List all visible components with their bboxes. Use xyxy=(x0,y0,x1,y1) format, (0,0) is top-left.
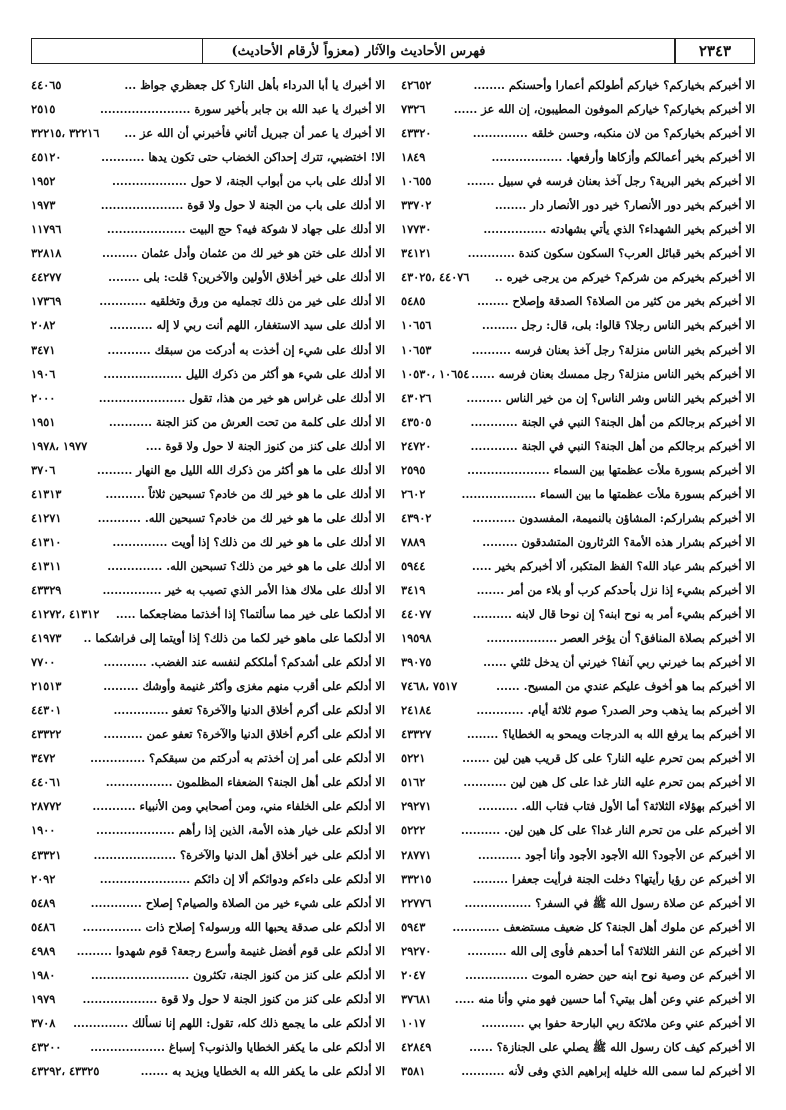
index-entry xyxy=(31,264,385,288)
entry-text: الا أخبركم بخير الناس منزلة؟ رجل آخذ بعنان فرسه .......... xyxy=(471,342,755,357)
entry-text: الا أخبركم عن وصية نوح ابنه حين حضره الموت ................ xyxy=(465,967,755,982)
entry-text: الا أخبركم عن صلاة رسول الله ﷺ في السفر؟ ................. xyxy=(464,895,755,910)
entry-text: الا أخبركم عني وعن ملائكة ربي البارحة حفوا بي ........... xyxy=(481,1015,755,1030)
entry-text: الا أخبركم بهؤلاء الثلاثة؟ أما الأول فتاب فتاب الله. .......... xyxy=(478,799,755,814)
index-entry xyxy=(401,72,755,96)
index-entry xyxy=(401,649,755,673)
index-entry xyxy=(401,481,755,505)
entry-number: ٣٣٢١٥ xyxy=(401,871,432,886)
entry-number: ٣٤٧١ xyxy=(31,342,56,357)
entry-text: الا أدلكم على خير أخلاق أهل الدنيا والآخرة؟ ..................... xyxy=(93,847,385,862)
index-entry xyxy=(31,312,385,336)
page-number: ٢٣٤٣ xyxy=(675,39,754,63)
entry-text: الا أدلكم على الخلفاء مني، ومن أصحابي ومن الأنبياء ........... xyxy=(92,799,385,814)
entry-text: الا أخبركم بخير البرية؟ رجل آخذ بعنان فرسه في سبيل ....... xyxy=(466,174,755,189)
entry-number: ٢٠٨٢ xyxy=(31,318,56,333)
entry-number: ٢٥١٥ xyxy=(31,102,56,117)
index-entry xyxy=(31,337,385,361)
entry-text: الا أخبركم بمن تحرم عليه النار غدا على كل هين لين ........... xyxy=(463,775,755,790)
entry-number: ٤٣٥٠٥ xyxy=(401,414,432,429)
entry-number: ٧٧٠٠ xyxy=(31,655,56,670)
entry-number: ٢٠٠٠ xyxy=(31,390,56,405)
entry-text: الا أخبركم على من تحرم النار غدا؟ على كل هين لين. .......... xyxy=(460,823,755,838)
entry-number: ٢٢٧٧٦ xyxy=(401,895,432,910)
index-entry xyxy=(401,96,755,120)
entry-text: الا أخبركم عن الأجود؟ الله الأجود الأجود وأنا أجود ........... xyxy=(477,847,755,862)
entry-text: الا أدلك على ما هو خير لك من خادم؟ تسبحين ثلاثاً .......... xyxy=(105,486,385,501)
header-empty-cell-right xyxy=(514,39,675,63)
entry-number: ٤١٩٧٣ xyxy=(31,631,62,646)
index-entry xyxy=(401,240,755,264)
entry-number: ٥٢٢١ xyxy=(401,751,426,766)
entry-number: ٢٤٧٢٠ xyxy=(401,438,432,453)
index-entry xyxy=(401,914,755,938)
entry-number: ٤٤٠٧٦ ،٤٣٠٢٥ xyxy=(401,270,470,285)
entry-number: ٥٩٤٤ xyxy=(401,558,426,573)
entry-text: الا أدلك على ما هو خير من ذلك؟ تسبحين الله. .............. xyxy=(107,558,385,573)
entry-text: الا أدلكم على خيار هذه الأمة، الذين إذا رأهم .................... xyxy=(96,823,385,838)
entry-text: الا أخبركم بسورة ملأت عظمتها بين السماء ..................... xyxy=(467,462,755,477)
entry-text: الا أدلكم على كنز من كنوز الجنة لا حول ولا قوة ................... xyxy=(82,991,385,1006)
entry-number: ٣٧٦٨١ xyxy=(401,991,432,1006)
entry-text: الا أخبركم بخير الناس وشر الناس؟ إن من خير الناس ......... xyxy=(466,390,755,405)
index-entry xyxy=(401,433,755,457)
entry-number: ٤٢٦٥٢ xyxy=(401,78,432,92)
entry-number: ٥٤٨٦ xyxy=(31,919,56,934)
index-entry xyxy=(31,986,385,1010)
entry-text: الا أدلك على ما هو أكثر من ذكرك الله الليل مع النهار ......... xyxy=(96,462,385,477)
entry-number: ١٩٥٢ xyxy=(31,174,56,189)
entry-text: الا أخبركم بسورة ملأت عظمتها ما بين السماء ................... xyxy=(461,486,755,501)
entry-text: الا أدلك على سيد الاستغفار، اللهم أنت ربي لا إله ........... xyxy=(109,318,385,333)
entry-text: الا أخبركم بخياركم؟ من لان منكبه، وحسن خلقه .............. xyxy=(472,126,755,141)
index-entry xyxy=(401,409,755,433)
entry-number: ١٠٦٥٣ xyxy=(401,342,432,357)
entry-number: ٧٨٨٩ xyxy=(401,534,426,549)
entry-number: ١٩٨٠ xyxy=(31,967,56,982)
index-entry xyxy=(31,72,385,96)
entry-text: الا أخبركم بخير دور الأنصار؟ خير دور الأنصار دار ........ xyxy=(494,198,755,213)
index-entry xyxy=(31,721,385,745)
entry-number: ١٩٥١ xyxy=(31,414,56,429)
index-entry xyxy=(31,120,385,144)
entry-number: ١٠٦٥٥ xyxy=(401,174,432,189)
right-column xyxy=(393,72,755,1082)
entry-number: ٤٤٠٧٧ xyxy=(401,607,432,622)
index-entry xyxy=(401,745,755,769)
entry-number: ٣٢٢١٦ ،٣٢٢١٥ xyxy=(31,126,100,141)
entry-text: الا أدلكم على ما يكفر الخطايا والذنوب؟ إسباغ ................... xyxy=(90,1039,385,1054)
entry-number: ١٩٧٧ ،١٩٧٨ xyxy=(31,438,88,453)
entry-text: الا أدلك على غراس هو خير من هذا، تقول ...................... xyxy=(98,390,385,405)
entry-number: ٢٤١٨٤ xyxy=(401,703,432,718)
entry-number: ٤٣٣٢٧ xyxy=(401,727,432,742)
entry-text: الا أدلك على ملاك هذا الأمر الذي تصيب به خير ............... xyxy=(102,582,385,597)
index-entry xyxy=(401,361,755,385)
index-entry xyxy=(31,914,385,938)
index-entry xyxy=(31,866,385,890)
entry-number: ٣٣٧٠٢ xyxy=(401,198,432,213)
entry-text: الا أخبرك يا أبا الدرداء بأهل النار؟ كل جعظري جواظ ... xyxy=(124,78,385,92)
entry-text: الا أدلك على باب من أبواب الجنة، لا حول ................... xyxy=(112,174,385,189)
entry-text: الا أخبركم عني وعن أهل بيتي؟ أما حسين فهو مني وأنا منه ..... xyxy=(454,991,755,1006)
index-entry xyxy=(31,288,385,312)
index-entry xyxy=(401,890,755,914)
entry-text: الا أدلكم على قوم أفضل غنيمة وأسرع رجعة؟ قوم شهدوا ......... xyxy=(76,943,385,958)
entry-number: ٢٩٢٧١ xyxy=(401,799,432,814)
entry-number: ٤٣٠٢٦ xyxy=(401,390,432,405)
index-entry xyxy=(401,817,755,841)
index-entry xyxy=(31,361,385,385)
entry-number: ٤٣٣٢١ xyxy=(31,847,62,862)
index-entry xyxy=(31,216,385,240)
entry-number: ١٩٧٣ xyxy=(31,198,56,213)
index-entry xyxy=(401,577,755,601)
index-entry xyxy=(31,240,385,264)
index-entry xyxy=(31,529,385,553)
entry-number: ٣٢٨١٨ xyxy=(31,246,62,261)
index-entry xyxy=(401,1034,755,1058)
index-entry xyxy=(31,842,385,866)
entry-text: الا أدلك على كلمة من تحت العرش من كنز الجنة ........... xyxy=(108,414,385,429)
entry-text: الا أخبركم بخياركم؟ خياركم أطولكم أعمارا وأحسنكم ........ xyxy=(473,78,755,92)
entry-number: ٤١٣١١ xyxy=(31,558,62,573)
entry-text: الا أخبركم بمن تحرم عليه النار؟ على كل قريب هين لين ....... xyxy=(462,751,755,766)
index-entry xyxy=(401,986,755,1010)
entry-number: ٣٤١٩ xyxy=(401,582,426,597)
index-entry xyxy=(401,337,755,361)
entry-number: ٣٤١٢١ xyxy=(401,246,432,261)
entry-text: الا أخبركم بشراركم: المشاؤن بالنميمة، المفسدون ........... xyxy=(472,510,755,525)
index-entry xyxy=(31,168,385,192)
entry-text: الا أدلك على ختن هو خير لك من عثمان وأدل عثمان ......... xyxy=(102,246,385,261)
entry-number: ٥١٦٢ xyxy=(401,775,426,790)
entry-text: الا أخبركم بشرار هذه الأمة؟ الثرثارون المتشدقون ......... xyxy=(482,534,755,549)
entry-number: ٤١٣١٢ ،٤١٢٧٢ xyxy=(31,607,100,622)
index-entry xyxy=(31,625,385,649)
index-entry xyxy=(31,673,385,697)
entry-number: ٤٤٢٧٧ xyxy=(31,270,62,285)
entry-text: الا أدلكم على أكرم أخلاق الدنيا والآخرة؟ تعفو عمن .......... xyxy=(103,727,385,742)
entry-text: الا أخبركم بخير أعمالكم وأزكاها وأرفعها. .................. xyxy=(491,150,755,165)
entry-text: الا أخبركم عن ملوك أهل الجنة؟ كل ضعيف مستضعف ............ xyxy=(452,919,755,934)
entry-number: ٤٥١٢٠ xyxy=(31,150,62,165)
index-entry xyxy=(401,144,755,168)
index-entry xyxy=(401,769,755,793)
entry-number: ٢٨٧٧١ xyxy=(401,847,432,862)
index-entry xyxy=(401,529,755,553)
entry-number: ٣٥٨١ xyxy=(401,1063,426,1078)
index-entry xyxy=(31,890,385,914)
header-empty-cell-left xyxy=(32,39,203,63)
entry-text: الا أخبركم بخياركم؟ خياركم الموفون المطيبون، إن الله عز ...... xyxy=(453,102,755,117)
entry-number: ٢٦٠٢ xyxy=(401,486,426,501)
index-entry xyxy=(401,601,755,625)
entry-number: ٤١٣١٠ xyxy=(31,534,62,549)
entry-number: ٤٢٨٤٩ xyxy=(401,1039,432,1054)
index-entry xyxy=(31,793,385,817)
entry-number: ٤١٣١٣ xyxy=(31,486,62,501)
entry-number: ٢٠٩٢ xyxy=(31,871,56,886)
index-entry xyxy=(31,962,385,986)
entry-number: ٤٣٣٢٢ xyxy=(31,727,62,742)
entry-text: الا أخبرك يا عبد الله بن جابر بأخير سورة ....................... xyxy=(100,102,385,117)
entry-number: ٤٣٩٠٢ xyxy=(401,510,432,525)
entry-text: الا أدلكم على أكرم أخلاق الدنيا والآخرة؟ تعفو .............. xyxy=(113,703,385,718)
entry-text: الا أخبركم بما يذهب وحر الصدر؟ صوم ثلاثة أيام. ............ xyxy=(476,703,755,718)
entry-number: ٤٤٣٠١ xyxy=(31,703,62,718)
entry-number: ١٠٦٥٦ xyxy=(401,318,432,333)
entry-text: الا أخبركم بخير الناس منزلة؟ رجل ممسك بعنان فرسه ...... xyxy=(471,366,755,381)
entry-number: ١٩٠٠ xyxy=(31,823,56,838)
index-entry xyxy=(401,938,755,962)
entry-text: الا! اختضبي، تترك إحداكن الخضاب حتى تكون يدها ........... xyxy=(101,150,385,165)
index-entry xyxy=(31,457,385,481)
index-entry xyxy=(401,962,755,986)
index-entry xyxy=(31,745,385,769)
index-entry xyxy=(31,649,385,673)
index-columns xyxy=(31,72,755,1082)
entry-text: الا أخبركم برجالكم من أهل الجنة؟ النبي في الجنة ............ xyxy=(470,414,755,429)
entry-number: ٢٠٤٧ xyxy=(401,967,426,982)
entry-number: ٧٥١٧ ،٧٤٦٨ xyxy=(401,679,458,694)
entry-number: ٤٩٨٩ xyxy=(31,943,56,958)
index-entry xyxy=(31,1010,385,1034)
entry-text: الا أخبركم بشيء إذا نزل بأحدكم كرب أو بلاء من أمر ....... xyxy=(476,582,755,597)
entry-text: الا أخبركم بما هو أخوف عليكم عندي من المسيح. ...... xyxy=(496,679,755,694)
index-entry xyxy=(31,601,385,625)
left-column xyxy=(31,72,393,1082)
entry-text: الا أخبركم كيف كان رسول الله ﷺ يصلي على الجنازة؟ ...... xyxy=(469,1039,755,1054)
page-header xyxy=(31,38,755,64)
entry-text: الا أدلكم على أشدكم؟ أملككم لنفسه عند الغضب. ........... xyxy=(103,655,385,670)
entry-number: ٢١٥١٣ xyxy=(31,679,62,694)
entry-text: الا أدلك على شيء هو أكثر من ذكرك الليل .................... xyxy=(103,366,385,381)
index-entry xyxy=(31,409,385,433)
index-entry xyxy=(31,505,385,529)
entry-number: ١٧٣٦٩ xyxy=(31,294,62,309)
index-entry xyxy=(31,481,385,505)
entry-number: ٣٧٠٨ xyxy=(31,1015,56,1030)
entry-text: الا أدلكم على كنز من كنوز الجنة، تكثرون ......................... xyxy=(90,967,385,982)
index-entry xyxy=(31,577,385,601)
entry-text: الا أخبركم بما يرفع الله به الدرجات ويمحو به الخطايا؟ ........ xyxy=(466,727,755,742)
entry-text: الا أخبركم برجالكم من أهل الجنة؟ النبي في الجنة ............ xyxy=(470,438,755,453)
entry-number: ١٧٧٣٠ xyxy=(401,222,432,237)
index-entry xyxy=(31,769,385,793)
index-entry xyxy=(401,553,755,577)
entry-number: ٤٤٠٦٥ xyxy=(31,78,62,92)
entry-text: الا أدلك على جهاد لا شوكة فيه؟ حج البيت .................... xyxy=(106,222,385,237)
entry-text: الا أدلك على خير من ذلك تجمليه من ورق وتخلقيه ............ xyxy=(99,294,385,309)
entry-number: ٢٨٧٧٢ xyxy=(31,799,62,814)
entry-text: الا أدلكم على ما يجمع ذلك كله، تقول: اللهم إنا نسألك .............. xyxy=(73,1015,385,1030)
entry-text: الا أدلك على كنز من كنوز الجنة لا حول ولا قوة .... xyxy=(145,438,385,453)
index-entry xyxy=(401,842,755,866)
entry-number: ٥٢٢٢ xyxy=(401,823,426,838)
index-entry xyxy=(31,144,385,168)
index-entry xyxy=(401,505,755,529)
index-entry xyxy=(401,192,755,216)
entry-text: الا أخبركم بخيركم من شركم؟ خيركم من يرجى خيره .. xyxy=(494,270,755,285)
entry-number: ١٩٥٩٨ xyxy=(401,631,432,646)
entry-number: ٧٣٢٦ xyxy=(401,102,426,117)
entry-number: ٢٩٢٧٠ xyxy=(401,943,432,958)
entry-number: ٥٤٨٥ xyxy=(401,294,426,309)
entry-text: الا أدلك على شيء إن أخذت به أدركت من سبقك ........... xyxy=(107,342,385,357)
entry-number: ٣٩٠٧٥ xyxy=(401,655,432,670)
entry-text: الا أدلك على باب من الجنة لا حول ولا قوة ..................... xyxy=(100,198,385,213)
entry-text: الا أدلكم على أمر إن أخذتم به أدركتم من سبقكم؟ .............. xyxy=(90,751,385,766)
entry-number: ٤٤٠٦١ xyxy=(31,775,62,790)
index-entry xyxy=(401,120,755,144)
entry-text: الا أدلكم على صدقة يحبها الله ورسوله؟ إصلاح ذات ............... xyxy=(82,919,385,934)
index-entry xyxy=(31,385,385,409)
entry-text: الا أدلكم على داءكم ودوائكم ألا إن دائكم ....................... xyxy=(99,871,385,886)
entry-number: ٢٥٩٥ xyxy=(401,462,426,477)
index-entry xyxy=(401,264,755,288)
entry-text: الا أخبركم لما سمى الله خليله إبراهيم الذي وفى لأنه ........... xyxy=(461,1063,755,1078)
entry-text: الا أخبركم بخير الشهداء؟ الذي يأتي بشهادته ................ xyxy=(483,222,755,237)
entry-text: الا أخبركم عن النفر الثلاثة؟ أما أحدهم فأوى إلى الله .......... xyxy=(467,943,755,958)
index-entry xyxy=(31,1058,385,1082)
index-entry xyxy=(401,866,755,890)
entry-number: ١٩٧٩ xyxy=(31,991,56,1006)
index-entry xyxy=(31,433,385,457)
entry-text: الا أخبركم بشر عباد الله؟ الفظ المتكبر، ألا أخبركم بخير ..... xyxy=(471,558,755,573)
entry-text: الا أدلكما على خير مما سألتما؟ إذا أخذتما مضاجعكما ..... xyxy=(115,607,385,622)
entry-number: ٥٤٨٩ xyxy=(31,895,56,910)
entry-number: ١٠١٧ xyxy=(401,1015,426,1030)
entry-number: ٥٩٤٣ xyxy=(401,919,426,934)
entry-text: الا أخبركم عن رؤيا رأيتها؟ دخلت الجنة فرأيت جعفرا ......... xyxy=(472,871,755,886)
entry-text: الا أدلك على ما هو خير لك من خادم؟ تسبحين الله. ........... xyxy=(97,510,385,525)
entry-number: ٤٣٢٠٠ xyxy=(31,1039,62,1054)
page-title: فهرس الأحاديث والآثار (معزواً لأرقام الأحاديث) xyxy=(231,43,486,59)
entry-text: الا أدلك على ما هو خير لك من ذلك؟ إذا أويت .............. xyxy=(112,534,385,549)
index-entry xyxy=(401,312,755,336)
entry-text: الا أخبرك يا عمر أن جبريل أتاني فأخبرني أن الله عز ... xyxy=(124,126,385,141)
index-entry xyxy=(401,673,755,697)
index-entry xyxy=(401,457,755,481)
entry-number: ٤٣٣٢٠ xyxy=(401,126,432,141)
index-entry xyxy=(401,1010,755,1034)
entry-text: الا أدلكم على ما يكفر الله به الخطايا ويزيد به ....... xyxy=(140,1063,385,1078)
index-entry xyxy=(401,721,755,745)
entry-text: الا أخبركم بصلاة المنافق؟ أن يؤخر العصر .................. xyxy=(486,631,755,646)
entry-number: ١١٧٩٦ xyxy=(31,222,62,237)
entry-text: الا أخبركم بشيء أمر به نوح ابنه؟ إن نوحا قال لابنه .......... xyxy=(472,607,755,622)
index-entry xyxy=(31,697,385,721)
index-entry xyxy=(401,216,755,240)
index-entry xyxy=(31,553,385,577)
index-entry xyxy=(401,625,755,649)
entry-text: الا أدلك على خير أخلاق الأولين والآخرين؟ قلت: بلى ........ xyxy=(108,270,385,285)
index-entry xyxy=(401,697,755,721)
index-entry xyxy=(401,1058,755,1082)
entry-text: الا أخبركم بخير قبائل العرب؟ السكون سكون كندة ............ xyxy=(467,246,755,261)
entry-number: ٣٤٧٢ xyxy=(31,751,56,766)
index-entry xyxy=(401,288,755,312)
entry-number: ٤٣٣٢٩ xyxy=(31,582,62,597)
entry-text: الا أدلكم على أهل الجنة؟ الضعفاء المظلمون ................. xyxy=(105,775,385,790)
entry-number: ٣٧٠٦ xyxy=(31,462,56,477)
entry-number: ١٩٠٦ xyxy=(31,366,56,381)
index-entry xyxy=(401,793,755,817)
index-entry xyxy=(31,1034,385,1058)
entry-text: الا أخبركم بما خيرني ربي آنفا؟ خيرني أن يدخل ثلثي ...... xyxy=(483,655,755,670)
index-entry xyxy=(31,938,385,962)
entry-number: ١٠٦٥٤ ،١٠٥٣٠ xyxy=(401,366,470,381)
entry-text: الا أخبركم بخير من كثير من الصلاة؟ الصدقة وإصلاح ........ xyxy=(477,294,755,309)
entry-text: الا أخبركم بخير الناس رجلا؟ قالوا: بلى، قال: رجل ......... xyxy=(481,318,755,333)
entry-number: ٤٣٣٢٥ ،٤٣٢٩٢ xyxy=(31,1063,100,1078)
index-entry xyxy=(31,192,385,216)
entry-number: ٤١٢٧١ xyxy=(31,510,62,525)
index-entry xyxy=(31,96,385,120)
entry-text: الا أدلكم على شيء خير من الصلاة والصيام؟ إصلاح ............. xyxy=(90,895,385,910)
index-entry xyxy=(401,168,755,192)
entry-text: الا أدلكما على ماهو خير لكما من ذلك؟ إذا أويتما إلى فراشكما .. xyxy=(83,631,385,646)
entry-text: الا أدلكم على أقرب منهم مغزى وأكثر غنيمة وأوشك ......... xyxy=(103,679,385,694)
entry-number: ١٨٤٩ xyxy=(401,150,426,165)
index-entry xyxy=(401,385,755,409)
index-entry xyxy=(31,817,385,841)
